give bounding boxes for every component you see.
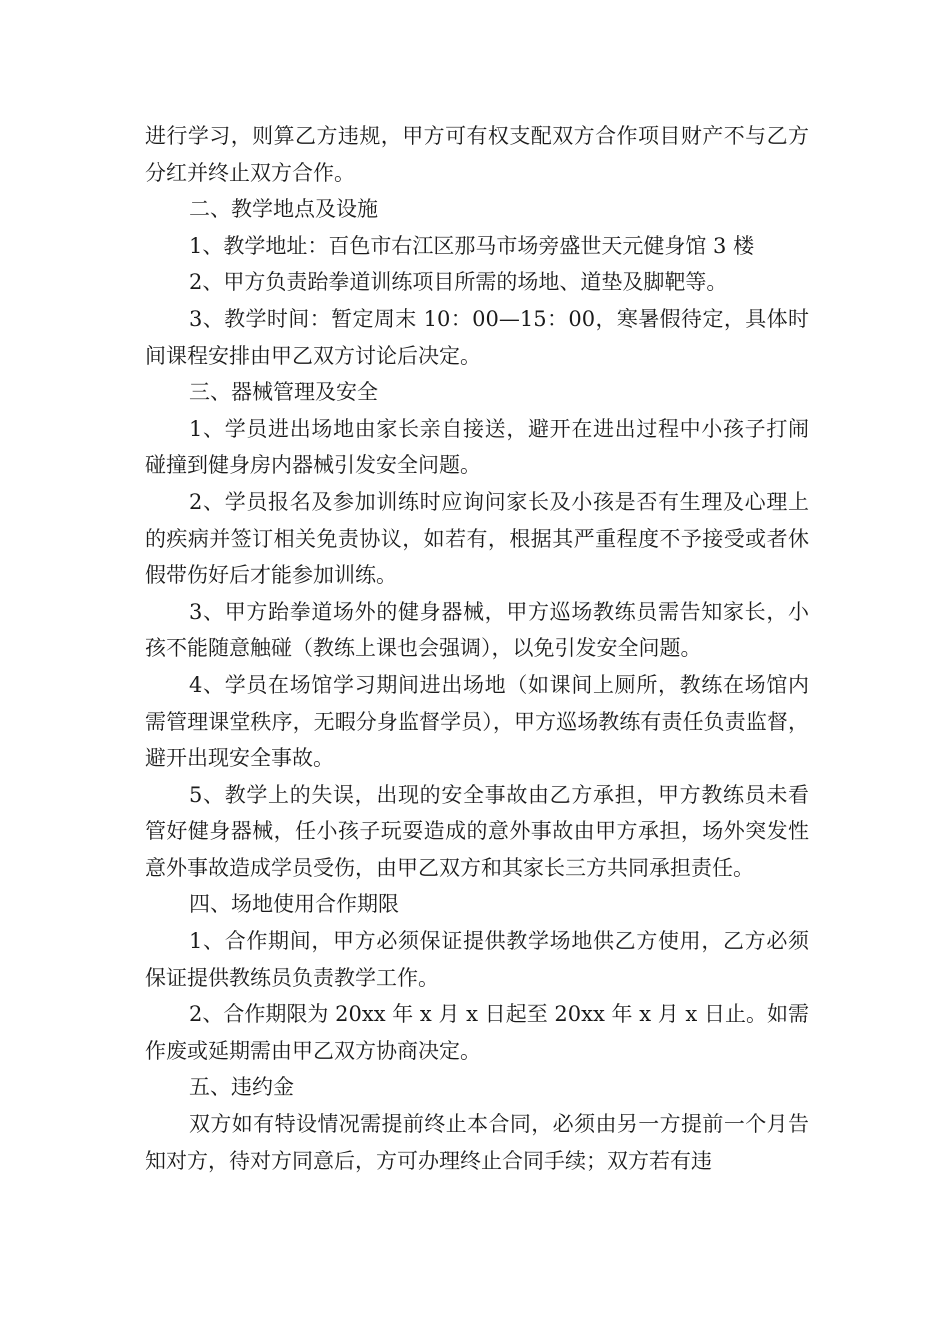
section-heading-2: 二、教学地点及设施	[189, 197, 378, 222]
list-item: 1、学员进出场地由家长亲自接送，避开在进出过程中小孩子打闹碰撞到健身房内器械引发安全问题。	[145, 416, 809, 478]
list-item: 1、合作期间，甲方必须保证提供教学场地供乙方使用，乙方必须保证提供教练员负责教学工作。	[145, 929, 809, 990]
section-heading-4: 四、场地使用合作期限	[189, 892, 399, 917]
list-item: 3、甲方跆拳道场外的健身器械，甲方巡场教练员需告知家长，小孩不能随意触碰（教练上课也会强调），以免引发安全问题。	[145, 599, 809, 661]
list-item: 2、合作期限为 20xx 年 x 月 x 日起至 20xx 年 x 月 x 日止。如需作废或延期需由甲乙双方协商决定。	[145, 1002, 809, 1063]
section-heading-3: 三、器械管理及安全	[189, 380, 378, 405]
list-item: 3、教学时间：暂定周末 10：00—15：00，寒暑假待定，具体时间课程安排由甲乙双方讨论后决定。	[145, 306, 809, 368]
document-body	[145, 118, 809, 1179]
list-item: 2、甲方负责跆拳道训练项目所需的场地、道垫及脚靶等。	[189, 270, 728, 295]
list-item: 4、学员在场馆学习期间进出场地（如课间上厕所，教练在场馆内需管理课堂秩序，无暇分身监督学员），甲方巡场教练有责任负责监督，避开出现安全事故。	[145, 672, 809, 771]
section-heading-5: 五、违约金	[189, 1075, 294, 1100]
list-item: 2、学员报名及参加训练时应询问家长及小孩是否有生理及心理上的疾病并签订相关免责协议，如若有，根据其严重程度不予接受或者休假带伤好后才能参加训练。	[145, 489, 809, 588]
list-item: 5、教学上的失误，出现的安全事故由乙方承担，甲方教练员未看管好健身器械，任小孩子玩耍造成的意外事故由甲方承担，场外突发性意外事故造成学员受伤，由甲乙双方和其家长三方共同承担责任。	[145, 782, 809, 880]
list-item: 1、教学地址：百色市右江区那马市场旁盛世天元健身馆 3 楼	[189, 233, 755, 258]
paragraph-continuation: 进行学习，则算乙方违规，甲方可有权支配双方合作项目财产不与乙方分红并终止双方合作。	[145, 124, 809, 185]
paragraph-penalty: 双方如有特设情况需提前终止本合同，必须由另一方提前一个月告知对方，待对方同意后，方可办理终止合同手续；双方若有违	[145, 1112, 809, 1173]
